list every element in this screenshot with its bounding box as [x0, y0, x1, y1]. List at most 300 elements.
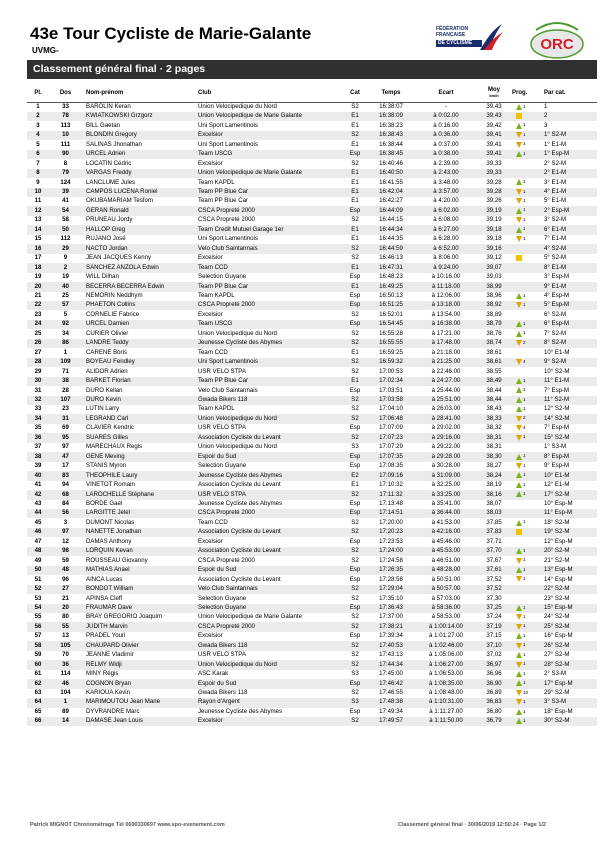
cell-time: 17:44:34: [366, 660, 416, 669]
results-table-body: [27, 102, 597, 726]
cell-bib: 58: [62, 216, 69, 224]
cell-place: 43: [34, 499, 42, 507]
cell-time: 16:38:43: [366, 131, 416, 140]
cell-progression: [512, 708, 542, 717]
cell-place: 29: [34, 367, 42, 375]
cell-gap: à 21:25.00: [416, 358, 476, 367]
cell-speed: 37,24: [486, 613, 502, 621]
arrow-down-icon: [516, 217, 522, 223]
progression-count: 1: [523, 651, 526, 657]
progression-count: 1: [523, 623, 526, 629]
table-row: [27, 689, 597, 698]
cell-gap: à 1:08:48.00: [429, 689, 463, 697]
cell-gap: à 6:08.00: [433, 216, 459, 224]
arrow-down-icon: [516, 699, 522, 705]
cell-place: 11: [34, 197, 42, 205]
cell-gap: à 16:38.00: [416, 320, 476, 329]
table-row: [27, 216, 597, 225]
cell-progression: [512, 651, 542, 660]
cell-category: S2: [344, 528, 366, 537]
cell-time: 16:54:45: [366, 320, 416, 329]
cell-club: Union Velocipedique du Nord: [198, 443, 277, 451]
cell-gap: à 6:52.00: [416, 244, 476, 253]
cell-time: 16:52:01: [379, 310, 403, 318]
cell-progression: [512, 585, 542, 594]
cell-name: LAROCHELLE Stéphane: [82, 490, 194, 499]
cell-club: Association Cycliste du Levant: [194, 547, 344, 556]
cell-gap: à 45:53.00: [416, 547, 476, 556]
cell-bib: 57: [49, 301, 82, 310]
cell-club: Excelsior: [198, 632, 223, 640]
progression-count: 1: [523, 103, 526, 109]
org-logo-text: ORC: [540, 36, 574, 53]
col-header-name: Nom-prénom: [82, 84, 194, 102]
cell-bib: 8: [63, 159, 68, 167]
cell-gap: à 32:25.00: [431, 481, 461, 489]
cell-category-rank: 15° Esp-M: [542, 604, 597, 613]
progression-count: 1: [523, 680, 526, 686]
cell-speed: 39,33: [486, 159, 502, 167]
cell-category: S2: [351, 159, 359, 167]
cell-name: VINETOT Romain: [86, 481, 135, 489]
cell-club: Jeunesse Cycliste des Abymes: [194, 471, 344, 480]
cell-category: E1: [344, 112, 366, 121]
col-header-moy-unit: km/h: [489, 92, 499, 98]
cell-progression: [512, 235, 542, 244]
table-row: [27, 206, 597, 215]
cell-place: 33: [34, 405, 42, 413]
cell-name: OKUBAMARIAM Tesfom: [86, 197, 153, 205]
cell-gap: à 25:44.00: [431, 386, 461, 394]
cell-category-rank: 10° E1-M: [544, 348, 570, 356]
cell-progression: [512, 433, 542, 442]
cell-place: 36: [27, 433, 49, 442]
cell-speed: 36,79: [476, 717, 512, 726]
cell-category: S2: [344, 547, 366, 556]
cell-name: BORDE Gael: [86, 499, 123, 507]
cell-club: Team PP Blue Car: [194, 188, 344, 197]
page-title: 43e Tour Cycliste de Marie-Galante: [30, 24, 312, 43]
progression-count: 4: [523, 358, 526, 364]
cell-category-rank: 4° S2-M: [542, 244, 597, 253]
cell-speed: 37,25: [476, 604, 512, 613]
cell-progression: [512, 575, 542, 584]
cell-speed: 38,19: [486, 481, 502, 489]
table-row: [27, 414, 597, 423]
cell-category-rank: 29° S2-M: [544, 689, 570, 697]
cell-name: WILL Dilhan: [86, 273, 119, 281]
table-row: [27, 396, 597, 405]
table-row: [27, 386, 597, 395]
cell-bib: 96: [62, 575, 69, 583]
progression-count: 1: [523, 547, 526, 553]
cell-time: 17:37:00: [379, 613, 403, 621]
cell-time: 16:49:25: [366, 282, 416, 291]
cell-speed: 39,33: [476, 169, 512, 178]
cell-category: E1: [344, 225, 366, 234]
arrow-up-icon: [516, 472, 522, 478]
table-row: [27, 537, 597, 546]
cell-progression: [512, 159, 542, 168]
cell-name: NEMORIN Neddhym: [86, 292, 143, 299]
arrow-up-icon: [516, 718, 522, 724]
table-row: [27, 339, 597, 348]
cell-category: E1: [351, 197, 359, 205]
cell-bib: 109: [49, 358, 82, 367]
arrow-up-icon: [516, 633, 522, 639]
cell-bib: 17: [62, 462, 69, 470]
cell-progression: [512, 178, 542, 187]
cell-name: SANCHEZ ANZOLA Edwin: [82, 263, 194, 272]
progression-count: 1: [523, 472, 526, 478]
table-row: [27, 121, 597, 130]
cell-progression: [512, 310, 542, 319]
cell-bib: 14: [49, 717, 82, 726]
cell-name: ROUSSEAU Giovanny: [86, 556, 148, 564]
table-row: [27, 679, 597, 688]
cell-speed: 38,44: [486, 386, 502, 394]
cell-place: 22: [27, 301, 49, 310]
cell-place: 1: [36, 102, 40, 110]
cell-category-rank: 17° S2-M: [542, 490, 597, 499]
cell-club: Team PP Blue Car: [194, 377, 344, 386]
cell-progression: [512, 641, 542, 650]
cell-time: 17:29:04: [366, 585, 416, 594]
cell-speed: 36,89: [486, 689, 502, 697]
cell-speed: 38,03: [476, 509, 512, 518]
cell-club: USR VELO STPA: [198, 651, 246, 659]
cell-category-rank: 30° S2-M: [542, 717, 597, 726]
table-row: [27, 301, 597, 310]
cell-bib: 50: [49, 225, 82, 234]
cell-gap: à 36:44.00: [416, 509, 476, 518]
cell-name: THEOPHILE Laury: [82, 471, 194, 480]
cell-category-rank: 7° Esp-M: [544, 424, 570, 432]
cell-speed: 38,89: [486, 310, 502, 318]
arrow-up-icon: [516, 605, 522, 611]
cell-speed: 39,12: [486, 254, 502, 262]
arrow-up-icon: [516, 520, 522, 526]
arrow-up-icon: [516, 227, 522, 233]
cell-progression: [512, 471, 542, 480]
cell-gap: à 0:02.00: [416, 112, 476, 121]
cell-speed: 38,33: [476, 414, 512, 423]
cell-progression: [512, 377, 542, 386]
progression-count: 1: [523, 491, 526, 497]
arrow-up-icon: [516, 652, 522, 658]
arrow-up-icon: [516, 454, 522, 460]
cell-category-rank: 2° S3-M: [544, 670, 567, 678]
cell-place: 12: [27, 206, 49, 215]
cell-place: 3: [36, 121, 40, 129]
cell-speed: 38,49: [476, 377, 512, 386]
arrow-up-icon: [516, 208, 522, 214]
ffc-logo-text-3: DE CYCLISME: [436, 40, 482, 47]
cell-club: Excelsior: [198, 159, 223, 167]
cell-name: GERAN Ronald: [82, 206, 194, 215]
cell-gap: à 29:22.00: [431, 443, 461, 451]
cell-name: KARIOUA Kevin: [86, 689, 131, 697]
progression-count: 1: [523, 198, 526, 204]
cell-progression: [512, 396, 542, 405]
cell-category: Esp: [349, 537, 361, 545]
cell-bib: 92: [49, 320, 82, 329]
cell-speed: 39,28: [486, 178, 502, 186]
cell-gap: à 50:51.00: [431, 575, 461, 583]
cell-category: Esp: [349, 632, 361, 640]
progression-count: 1: [523, 150, 526, 156]
cell-time: 17:08:35: [379, 462, 403, 470]
cell-speed: 37,15: [486, 632, 502, 640]
progression-count: 2: [523, 339, 526, 345]
cell-place: 2: [27, 112, 49, 121]
cell-club: USR VELO STPA: [194, 490, 344, 499]
arrow-down-icon: [516, 435, 522, 441]
arrow-up-icon: [516, 397, 522, 403]
col-header-temps: Temps: [366, 84, 416, 102]
table-row: [27, 405, 597, 414]
cell-club: Espoir du Sud: [194, 566, 344, 575]
cell-gap: à 1:08:35.00: [416, 679, 476, 688]
cell-gap: à 1:02:46.00: [416, 641, 476, 650]
cell-progression: [512, 622, 542, 631]
cell-time: 17:24:58: [379, 556, 403, 564]
cell-time: 17:49:34: [379, 707, 403, 715]
cell-speed: 39,18: [486, 235, 502, 243]
progression-count: 1: [523, 406, 526, 411]
col-header-ecart: Ecart: [416, 84, 476, 102]
arrow-down-icon: [516, 198, 522, 204]
cell-time: 16:59:25: [379, 348, 403, 356]
cell-place: 38: [27, 452, 49, 461]
arrow-up-icon: [516, 321, 522, 327]
progression-count: 1: [523, 387, 526, 393]
table-row: [27, 462, 597, 471]
progression-count: 1: [523, 632, 526, 638]
cell-progression: [512, 263, 542, 272]
cell-progression: [512, 216, 542, 225]
cell-time: 16:40:46: [379, 159, 403, 167]
cell-time: 17:14:51: [366, 509, 416, 518]
cell-speed: 38,96: [486, 292, 502, 299]
cell-bib: 112: [60, 235, 71, 243]
cell-category-rank: 18° S2-M: [544, 518, 570, 526]
cell-name: LARGITTE Jelel: [82, 509, 194, 518]
cell-progression: [512, 282, 542, 291]
cell-time: 16:48:23: [379, 273, 403, 281]
arrow-up-icon: [516, 123, 522, 129]
cell-place: 24: [27, 320, 49, 329]
cell-speed: 37,85: [486, 518, 502, 526]
cell-category-rank: 12° Esp-M: [544, 537, 573, 545]
cell-progression: [512, 717, 542, 726]
cell-name: GENE Meving: [82, 452, 194, 461]
cell-bib: 114: [60, 670, 71, 678]
cell-category-rank: 11° Esp-M: [542, 509, 597, 518]
cell-place: 8: [27, 169, 49, 178]
cell-category-rank: 6° E1-M: [542, 225, 597, 234]
table-row: [27, 178, 597, 187]
cell-category: S2: [351, 405, 359, 413]
cell-category: E1: [344, 188, 366, 197]
cell-club: Association Cycliste du Levant: [194, 433, 344, 442]
table-row: [27, 433, 597, 442]
cell-gap: à 22:46.00: [431, 367, 461, 375]
cell-category-rank: 2° Esp-M: [542, 206, 597, 215]
cell-gap: à 58:36.00: [416, 604, 476, 613]
table-row: [27, 500, 597, 509]
cell-category-rank: 9° S2-M: [542, 358, 597, 367]
cell-category: S2: [344, 490, 366, 499]
cell-name: BRAY GREGORIO Joaquim: [86, 613, 162, 621]
cell-club: Union Velocipedique du Nord: [194, 660, 344, 669]
cell-speed: 38,44: [476, 396, 512, 405]
table-row: [27, 112, 597, 121]
cell-category-rank: 24° S2-M: [544, 613, 570, 621]
progression-count: 1: [523, 708, 526, 714]
cell-name: AINCA Lucas: [86, 575, 123, 583]
cell-bib: 83: [49, 471, 82, 480]
cell-gap: à 0:16.00: [433, 121, 459, 129]
no-change-icon: [516, 529, 522, 535]
cell-name: BAROLIN Keran: [86, 102, 131, 110]
cell-bib: 20: [49, 604, 82, 613]
table-row: [27, 670, 597, 679]
cell-bib: 111: [60, 140, 71, 148]
cell-name: URCEL Damien: [82, 320, 194, 329]
cell-place: 32: [27, 396, 49, 405]
cell-progression: [512, 386, 542, 395]
cell-category-rank: 11° E1-M: [542, 377, 597, 386]
cell-time: 17:48:38: [366, 698, 416, 707]
cell-bib: 69: [62, 424, 69, 432]
footer-right: Classement général final · 30/06/2019 12:50:24 · Page 1/2: [398, 822, 546, 828]
progression-count: 1: [523, 396, 526, 402]
cell-club: Jeunesse Cycliste des Abymes: [198, 499, 282, 507]
cell-gap: à 12:06.00: [431, 292, 461, 299]
cell-time: 16:51:25: [366, 301, 416, 310]
cell-gap: à 10:16.00: [431, 273, 461, 281]
table-row: [27, 140, 597, 149]
cell-category-rank: 22° S2-M: [542, 585, 597, 594]
cell-place: 56: [27, 622, 49, 631]
progression-count: 1: [523, 613, 526, 619]
cell-name: MARIMOUTOU Jean Marie: [82, 698, 194, 707]
cell-bib: 78: [49, 112, 82, 121]
cell-gap: à 42:16.00: [416, 528, 476, 537]
cell-bib: 90: [49, 150, 82, 159]
cell-speed: 39,43: [486, 102, 502, 110]
arrow-down-icon: [516, 425, 522, 431]
page-subtitle: UVMG-: [32, 46, 59, 55]
cell-place: 39: [34, 462, 42, 470]
ffc-swoosh-icon: [478, 22, 504, 52]
cell-progression: [512, 689, 542, 698]
table-row: [27, 367, 597, 376]
cell-gap: à 6:27.00: [416, 225, 476, 234]
cell-club: USR VELO STPA: [198, 367, 246, 375]
cell-speed: 38,61: [486, 348, 502, 356]
cell-category: Esp: [344, 206, 366, 215]
cell-category: Esp: [349, 575, 361, 583]
cell-bib: 79: [49, 169, 82, 178]
cell-category-rank: 1: [544, 102, 548, 110]
col-header-prog: Prog.: [512, 84, 542, 102]
table-row: [27, 481, 597, 490]
cell-time: 17:20:00: [379, 518, 403, 526]
arrow-up-icon: [516, 548, 522, 554]
cell-category-rank: 4° Esp-M: [544, 292, 570, 299]
cell-speed: 37,30: [486, 594, 502, 602]
cell-place: 59: [34, 651, 42, 659]
cell-speed: 38,74: [476, 339, 512, 348]
cell-club: Velo Club Saintannais: [194, 585, 344, 594]
cell-gap: à 1:06:53.00: [429, 670, 463, 678]
cell-gap: à 3:57.00: [416, 188, 476, 197]
cell-time: 17:07:35: [366, 452, 416, 461]
table-row: [27, 641, 597, 650]
cell-place: 45: [34, 518, 42, 526]
cell-progression: [512, 339, 542, 348]
cell-gap: à 17:48.00: [416, 339, 476, 348]
cell-name: CORNELIE Fabrice: [86, 310, 140, 318]
cell-speed: 37,70: [476, 547, 512, 556]
cell-club: Team CCD: [198, 348, 228, 356]
cell-gap: à 6:02.00: [416, 206, 476, 215]
cell-name: LEGRAND Carl: [82, 414, 194, 423]
table-row: [27, 604, 597, 613]
cell-category: S2: [351, 594, 359, 602]
cell-category: E1: [351, 235, 359, 243]
cell-place: 19: [34, 273, 42, 281]
cell-gap: à 28:41.00: [416, 414, 476, 423]
cell-club: Association Cycliste du Levant: [198, 481, 281, 489]
cell-place: 52: [27, 585, 49, 594]
progression-count: 2: [523, 415, 526, 421]
col-header-parcat: Par cat.: [542, 84, 597, 102]
cell-category-rank: 18° Esp-M: [544, 707, 573, 715]
cell-name: COGNON Bryan: [82, 679, 194, 688]
progression-count: 1: [523, 330, 526, 336]
cell-name: MINY Régis: [86, 670, 119, 678]
cell-speed: 39,03: [486, 273, 502, 281]
cell-gap: à 1:05:06.00: [429, 651, 463, 659]
cell-name: VARGAS Freddy: [82, 169, 194, 178]
cell-place: 34: [27, 414, 49, 423]
progression-count: 1: [523, 377, 526, 383]
cell-bib: 104: [60, 689, 71, 697]
cell-speed: 39,41: [486, 140, 502, 148]
cell-time: 16:38:07: [379, 102, 403, 110]
cell-bib: 25: [62, 292, 69, 299]
cell-name: MATHIAS Anael: [82, 566, 194, 575]
cell-bib: 13: [62, 632, 69, 640]
cell-progression: [512, 537, 542, 546]
arrow-up-icon: [516, 179, 522, 185]
cell-gap: à 2:43.00: [416, 169, 476, 178]
cell-club: ASC Karak: [198, 670, 229, 678]
cell-club: Espoir du Sud: [194, 679, 344, 688]
cell-place: 40: [27, 471, 49, 480]
cell-club: Selection Guyane: [198, 462, 247, 470]
cell-name: DURO Kellan: [86, 386, 123, 394]
cell-category: Esp: [344, 320, 366, 329]
cell-club: Excelsior: [198, 310, 223, 318]
table-row: [27, 651, 597, 660]
cell-category-rank: 23° S2-M: [544, 594, 570, 602]
cell-name: DYVRANDRE Marc: [86, 707, 140, 715]
progression-count: 1: [523, 699, 526, 705]
